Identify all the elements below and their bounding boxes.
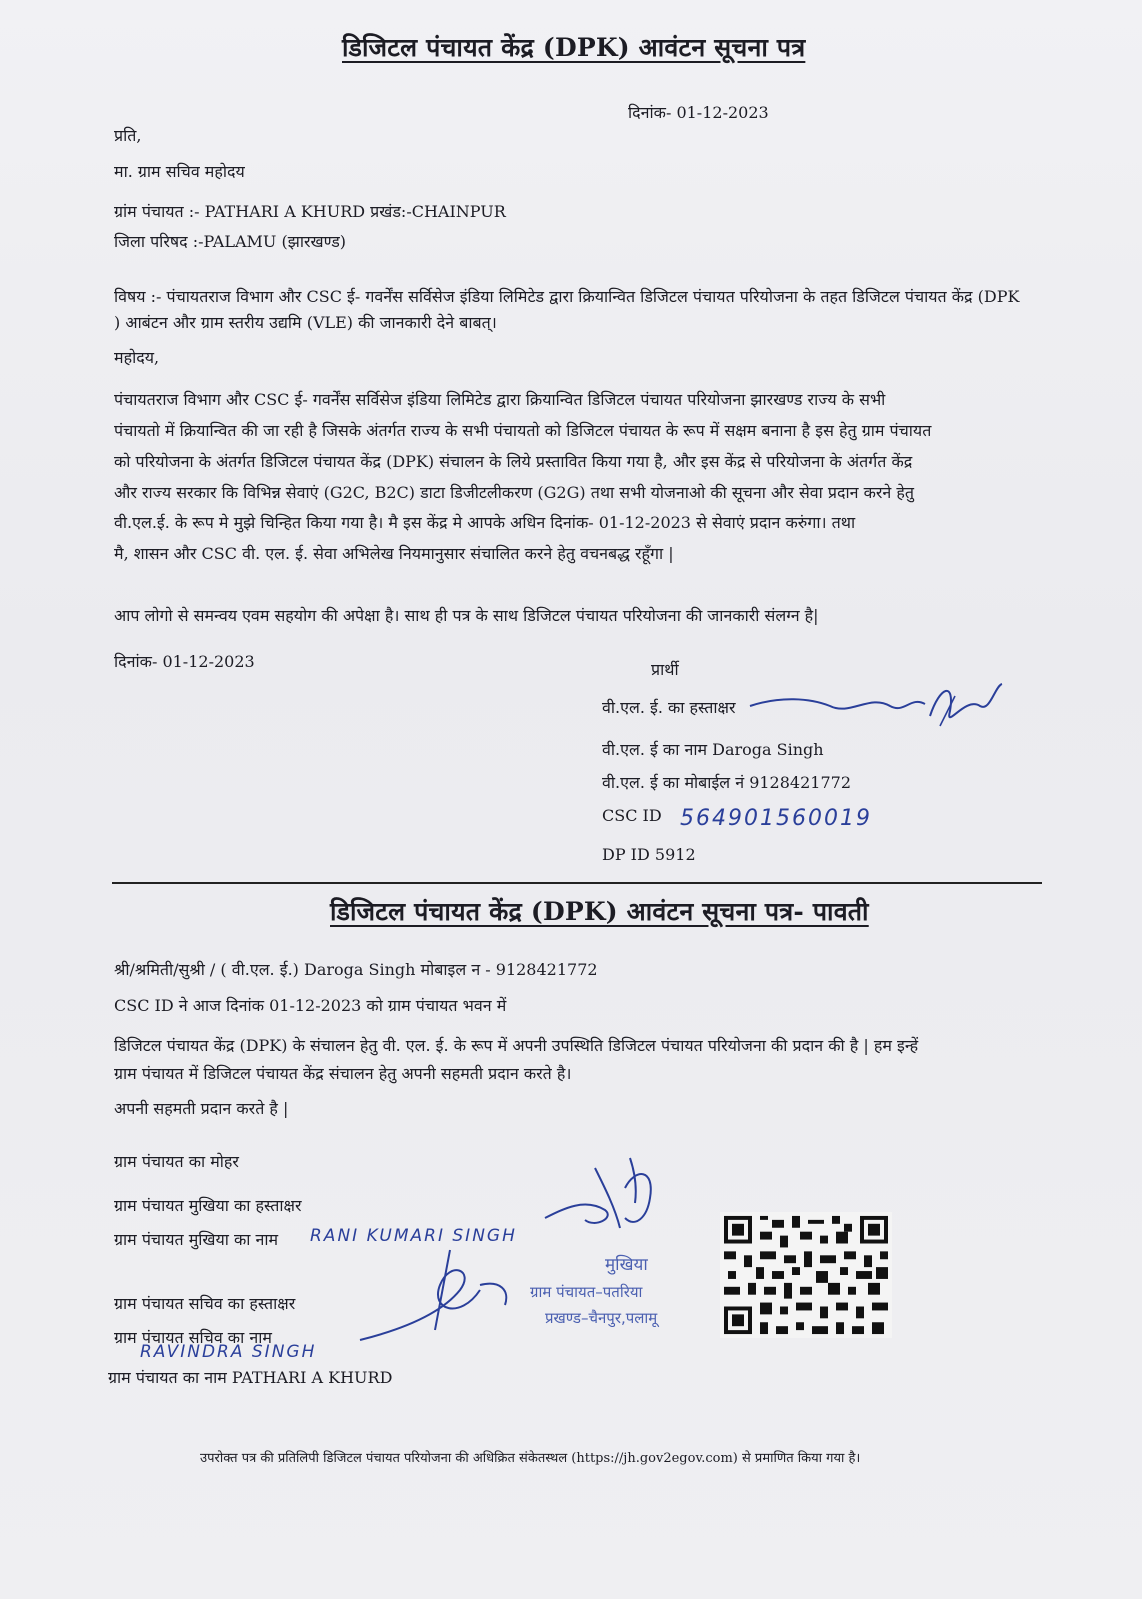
subject-text: विषय :- पंचायतराज विभाग और CSC ई- गवर्नेंस सर्विसेज इंडिया लिमिटेड द्वारा क्रियान्वित डिजिटल पंचायत परियोजना के तहत डिजिटल पंचायत केंद्र (DPK ) आबंटन और ग्राम स्तरीय उद्यमि (VLE) की जानकारी देने बाबत्। — [114, 287, 1020, 332]
dp-id-line: DP ID 5912 — [602, 845, 696, 864]
receipt-line: CSC ID ने आज दिनांक 01-12-2023 को ग्राम पंचायत भवन में — [114, 996, 507, 1015]
section-divider — [112, 882, 1042, 884]
cooperation-text: आप लोगो से समन्वय एवम सहयोग की अपेक्षा है। साथ ही पत्र के साथ डिजिटल पंचायत परियोजना की जानकारी संलग्न है| — [114, 606, 819, 625]
district-line: जिला परिषद :-PALAMU (झारखण्ड) — [114, 232, 346, 251]
body-line: मै, शासन और CSC वी. एल. ई. सेवा अभिलेख नियमानुसार संचालित करने हेतु वचनबद्ध रहूँगा | — [114, 544, 674, 563]
mukhiya-signature — [525, 1148, 675, 1248]
vle-name-line: वी.एल. ई का नाम Daroga Singh — [602, 740, 824, 759]
notice-title: डिजिटल पंचायत केंद्र (DPK) आवंटन सूचना पत्र — [342, 33, 806, 62]
receipt-line: डिजिटल पंचायत केंद्र (DPK) के संचालन हेतु वी. एल. ई. के रूप में अपनी उपस्थिति डिजिटल पंचायत परियोजना की प्रदान की है | हम इन्हें — [114, 1036, 919, 1055]
body-line: को परियोजना के अंतर्गत डिजिटल पंचायत केंद्र (DPK) संचालन के लिये प्रस्तावित किया गया है, और इस केंद्र से परियोजना के अंतर्गत केंद्र — [114, 452, 913, 471]
panchayat-name-line: ग्राम पंचायत का नाम PATHARI A KHURD — [108, 1368, 393, 1387]
qr-code — [720, 1212, 892, 1338]
mukhiya-sign-label: ग्राम पंचायत मुखिया का हस्ताक्षर — [114, 1196, 302, 1215]
salutation: महोदय, — [114, 348, 160, 367]
mukhiya-name-handwritten: RANI KUMARI SINGH — [310, 1226, 517, 1246]
vle-signature-label: वी.एल. ई. का हस्ताक्षर — [602, 698, 736, 717]
vle-signature — [740, 676, 1010, 736]
body-line: और राज्य सरकार कि विभिन्न सेवाएं (G2C, B2C) डाटा डिजीटलीकरण (G2G) तथा सभी योजनाओ की सूचना और सेवा प्रदान करने हेतु — [114, 483, 915, 502]
addressee: मा. ग्राम सचिव महोदय — [114, 162, 245, 181]
secretary-name-handwritten: RAVINDRA SINGH — [140, 1342, 317, 1362]
seal-label: ग्राम पंचायत का मोहर — [114, 1152, 239, 1171]
stamp-line: प्रखण्ड–चैनपुर,पलामू — [545, 1309, 658, 1327]
csc-id-handwritten: 564901560019 — [680, 806, 872, 831]
notice-date-top: दिनांक- 01-12-2023 — [628, 103, 769, 122]
mukhiya-name-label: ग्राम पंचायत मुखिया का नाम — [114, 1230, 279, 1249]
vle-mobile-line: वी.एल. ई का मोबाईल नं 9128421772 — [602, 773, 851, 792]
date-bottom: दिनांक- 01-12-2023 — [114, 652, 255, 671]
receipt-title: डिजिटल पंचायत केंद्र (DPK) आवंटन सूचना पत्र- पावती — [330, 897, 869, 926]
to-label: प्रति, — [114, 126, 142, 145]
body-line: वी.एल.ई. के रूप मे मुझे चिन्हित किया गया है। मै इस केंद्र मे आपके अधिन दिनांक- 01-12-2023 से सेवाएं प्रदान करुंगा। तथा — [114, 513, 856, 532]
secretary-sign-label: ग्राम पंचायत सचिव का हस्ताक्षर — [114, 1294, 296, 1313]
receipt-line: अपनी सहमती प्रदान करते है | — [114, 1099, 289, 1118]
panchayat-line: ग्रांम पंचायत :- PATHARI A KHURD प्रखंड:-CHAINPUR — [114, 202, 506, 221]
stamp-line: ग्राम पंचायत–पतरिया — [530, 1283, 643, 1301]
body-line: पंचायतराज विभाग और CSC ई- गवर्नेंस सर्विसेज इंडिया लिमिटेड द्वारा क्रियान्वित डिजिटल पंचायत परियोजना झारखण्ड राज्य के सभी — [114, 390, 886, 409]
secretary-name-label: ग्राम पंचायत सचिव का नाम — [114, 1328, 272, 1347]
receipt-line: ग्राम पंचायत में डिजिटल पंचायत केंद्र संचालन हेतु अपनी सहमती प्रदान करते है। — [114, 1064, 572, 1083]
body-line: पंचायतो में क्रियान्वित की जा रही है जिसके अंतर्गत राज्य के सभी पंचायतो को डिजिटल पंचायत के रूप में सक्षम बनाना है इस हेतु ग्राम पंचायत — [114, 421, 932, 440]
footer-note: उपरोक्त पत्र की प्रतिलिपी डिजिटल पंचायत परियोजना की अधिक्रित संकेतस्थल (https://jh.gov2egov.com) से प्रमाणित किया गया है। — [200, 1451, 861, 1466]
applicant-label: प्रार्थी — [651, 660, 679, 679]
stamp-line: मुखिया — [605, 1255, 648, 1275]
receipt-line: श्री/श्रमिती/सुश्री / ( वी.एल. ई.) Daroga Singh मोबाइल न - 9128421772 — [114, 960, 598, 979]
secretary-signature — [340, 1230, 540, 1350]
csc-id-label: CSC ID — [602, 806, 662, 825]
